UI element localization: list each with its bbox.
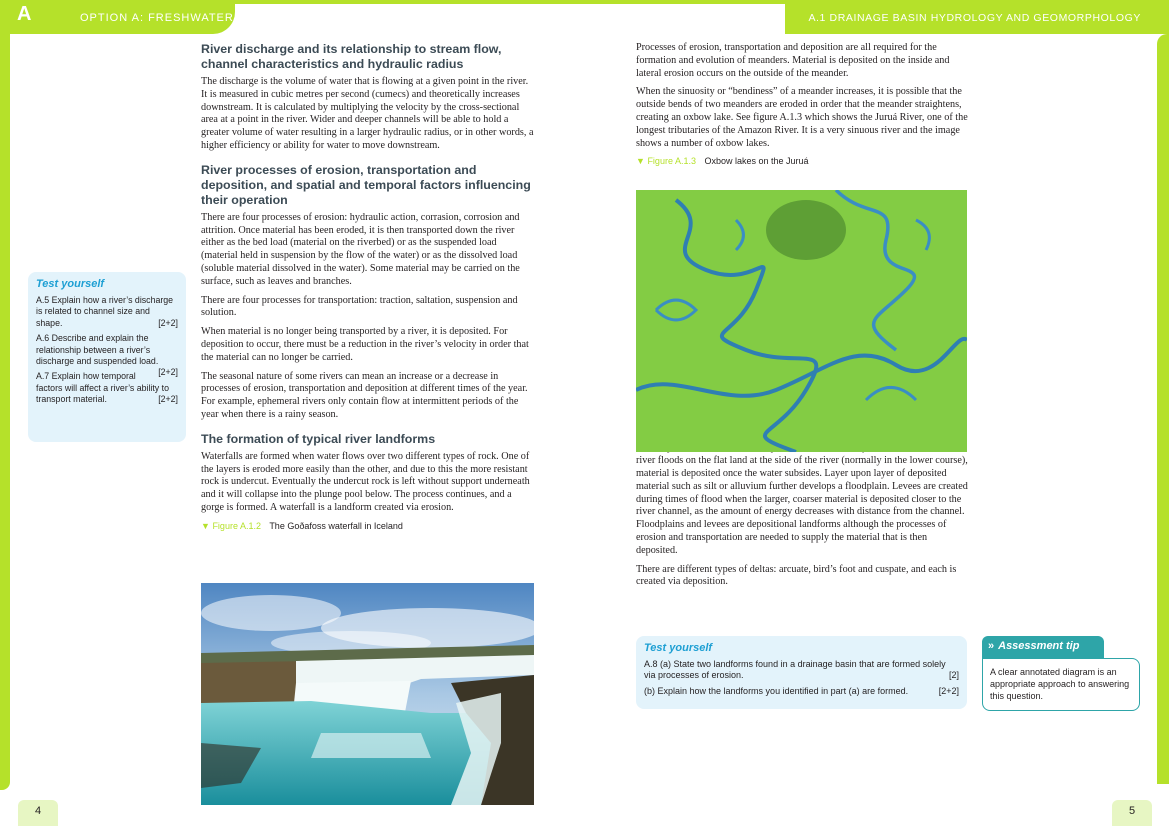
question-item [36,333,178,378]
assessment-tip-box [982,658,1140,711]
heading-river-discharge: River discharge and its relationship to stream flow, channel characteristics and hydraulic radius [201,42,502,71]
question-item [644,659,959,682]
page-number-right: 5 [1112,800,1152,826]
left-page-edge [0,34,10,790]
question-marks: [2+2] [158,317,178,328]
figure-caption-text: The Goðafoss waterfall in Iceland [269,520,403,531]
assessment-tip-tab [982,636,1104,658]
paragraph: When material is no longer being transported by a river, it is deposited. For deposition to occur, there must be a reduction in the river’s velocity in order that the material can no longer be carried. [201,326,529,363]
assessment-tip-title: Assessment tip [998,640,1080,652]
paragraph: When the sinuosity or “bendiness” of a meander increases, it is possible that the outside bends of two meanders are eroded in order that the meander straightens, creating an oxbow lake. See figure A.1.3 which shows the Juruá River, one of the longest tributaries of the Amazon River. It is a very sinuous river and the image shows a number of oxbow lakes. [636,86,968,149]
question-marks: [2+2] [158,367,178,378]
question-marks: [2] [948,670,959,681]
double-chevron-icon: » [988,640,995,652]
chapter-letter: A [17,3,32,25]
waterfall-photo [201,583,534,805]
figure-label: Figure A.1.2 [212,520,261,531]
paragraph: There are four processes for transportation: traction, saltation, suspension and solution. [201,294,518,319]
test-yourself-title: Test yourself [36,278,105,290]
figure-caption [201,521,535,532]
question-text: A.7 Explain how temporal factors will affect a river’s ability to transport material. [36,371,169,405]
question-item [36,371,178,405]
heading-river-landforms: The formation of typical river landforms [201,431,436,446]
header-left-band [0,0,235,34]
assessment-tip-text: A clear annotated diagram is an appropriate approach to answering this question. [990,667,1130,701]
page-number-left: 4 [18,800,58,826]
header-top-bar [235,0,785,4]
section-title: OPTION A: FRESHWATER [80,12,234,24]
paragraph: river floods on the flat land at the side of the river (normally in the lower course), material is deposited once the water subsides. Layer upon layer of deposited material such as silt or alluvium further develops a floodplain. Levees are created during times of flood when the larger, coarser material is deposited closer to the river channel, as the amount of energy decreases with distance from the channel. Floodplains and levees are depositional landforms although the processes of erosion and transportation are needed to supply the material that is then deposited. [636,455,968,556]
test-yourself-title: Test yourself [644,642,713,654]
left-text-column [201,42,535,535]
running-title: A.1 DRAINAGE BASIN HYDROLOGY AND GEOMORPHOLOGY [808,12,1141,24]
triangle-icon: ▼ [636,156,645,167]
question-text: (b) Explain how the landforms you identified in part (a) are formed. [644,685,909,696]
figure-caption [636,156,970,167]
header-right-band [785,0,1169,34]
figure-label: Figure A.1.3 [647,156,696,167]
figure-caption-text: Oxbow lakes on the Juruá [704,156,809,167]
heading-river-processes: River processes of erosion, transportation and deposition, and spatial and temporal factors influencing their operation [201,162,531,207]
oxbow-lakes-satellite-image [636,190,967,452]
question-marks: [2+2] [158,394,178,405]
right-page-edge [1157,34,1169,784]
question-marks: [2+2] [938,685,959,696]
paragraph: Processes of erosion, transportation and deposition are all required for the formation and evolution of meanders. Material is deposited on the inside and lateral erosion occurs on the outside of the meander. [636,42,950,79]
paragraph: The seasonal nature of some rivers can mean an increase or a decrease in processes of erosion, transportation and deposition at different times of the year. For example, ephemeral rivers only contain flow at intermittent periods of the year when there is a rainy season. [201,370,528,420]
question-item [36,295,178,329]
paragraph: There are different types of deltas: arcuate, bird’s foot and cuspate, and each is created via deposition. [636,563,957,588]
question-text: A.6 Describe and explain the relationship between a river’s discharge and suspended load. [36,333,159,367]
question-text: A.8 (a) State two landforms found in a drainage basin that are formed solely via processes of erosion. [644,659,946,681]
paragraph: There are four processes of erosion: hydraulic action, corrasion, corrosion and attrition. Once material has been eroded, it is then transported down the river either as the bed load (material on the riverbed) or as the suspended load (material held in suspension by the flow of the water) or as the dissolved load (soluble material dissolved in the water). Some material may be carried on the surface, such as leaves and branches. [201,211,520,287]
paragraph: The discharge is the volume of water that is flowing at a given point in the river. It is measured in cubic metres per second (cumecs) and theoretically increases downstream. It is calculated by multiplying the velocity by the cross-sectional area at a point in the river. Wider and deeper channels will be able to hold a greater volume of water resulting in a larger hydraulic radius, or in other words, a higher efficiency or ability for water to move downstream. [201,76,534,151]
question-text: A.5 Explain how a river’s discharge is related to channel size and shape. [36,295,174,328]
paragraph: Waterfalls are formed when water flows over two different types of rock. One of the layers is eroded more easily than the other, and due to this the more resistant rock is undercut. Eventually the undercut rock is left without support underneath and it will collapse into the plunge pool below. The process continues, and a gorge is formed. A waterfall is a landform created via erosion. [201,450,530,513]
test-yourself-box [28,272,186,442]
question-item [644,686,959,697]
test-yourself-box [636,636,967,709]
triangle-icon: ▼ [201,520,210,531]
